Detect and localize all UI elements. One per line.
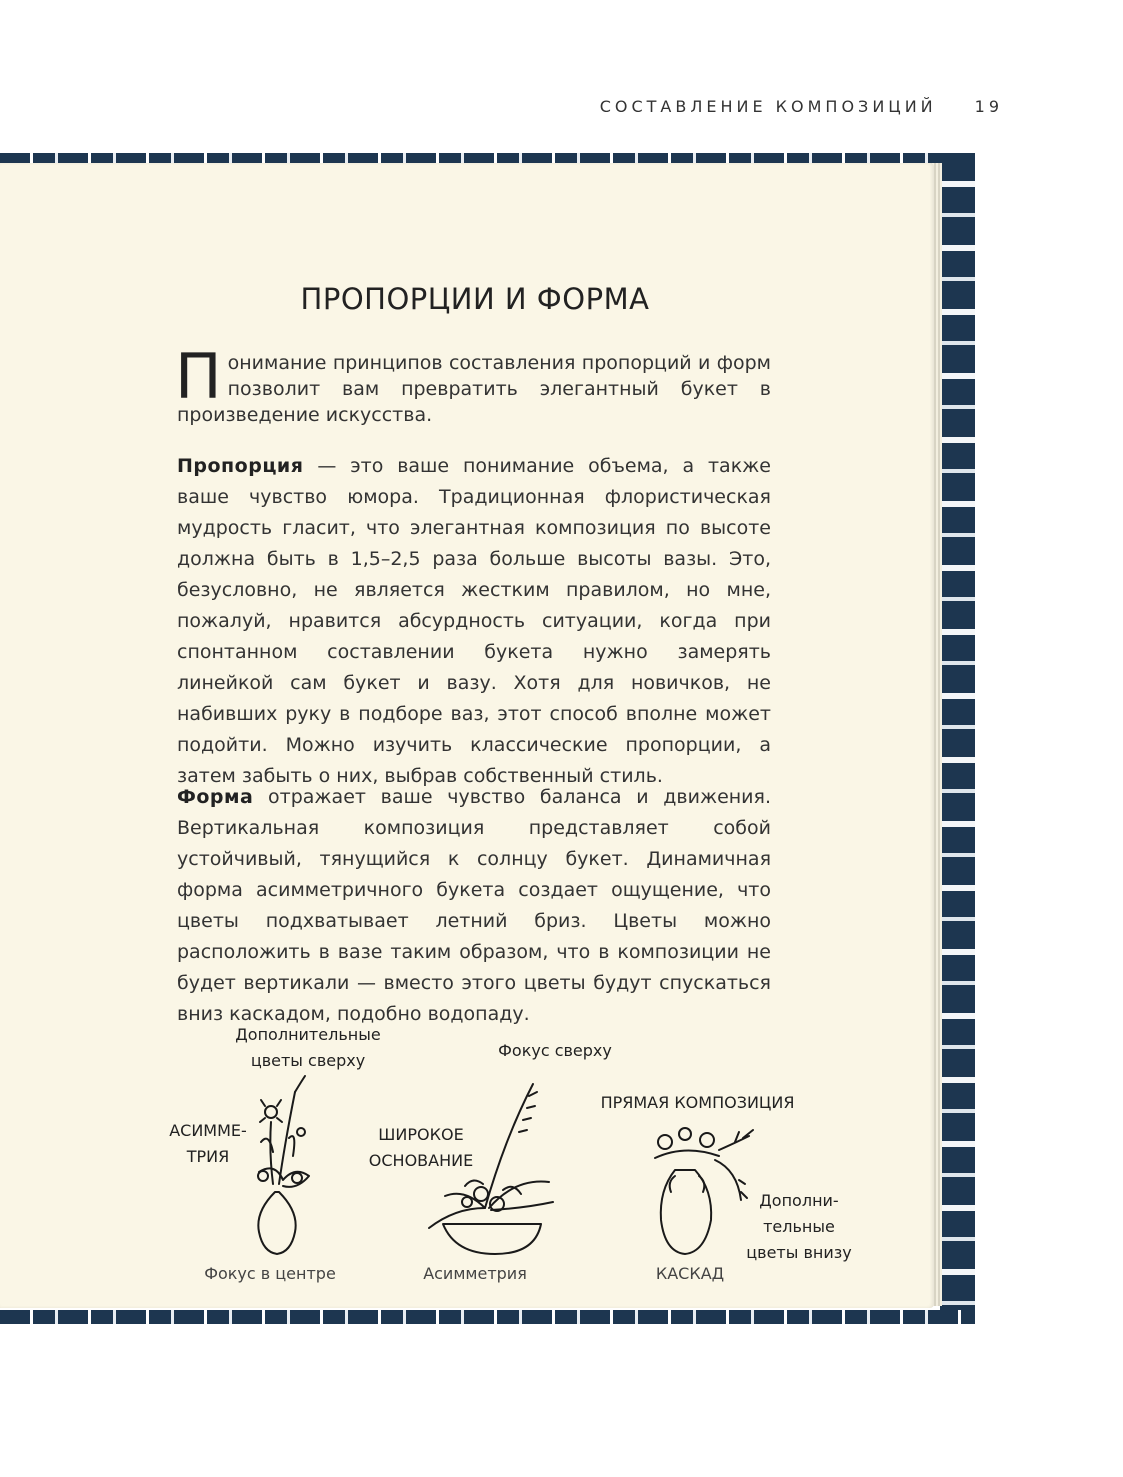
form-text: отражает ваше чувство баланса и движения. Вертикальная композиция представляет собой устойчивый, тянущийся к солнцу букет. Динамичная форма асимметричного букета создает ощущение, что цветы подхватывает летний бриз. Цветы можно расположить в вазе таким образом, что в композиции не будет вертикали — вместо этого цветы будут спускаться вниз каскадом, подобно водопаду.: [177, 786, 771, 1025]
diagram3-top-label: ПРЯМАЯ КОМПОЗИЦИЯ: [600, 1093, 795, 1112]
form-paragraph: [177, 782, 771, 1030]
diagram2-caption: Асимметрия: [423, 1264, 527, 1283]
proportion-text: — это ваше понимание объема, а также ваше чувство юмора. Традиционная флористическая мудрость гласит, что элегантная композиция по высоте должна быть в 1,5–2,5 раза больше высоты вазы. Это, безусловно, не является жестким правилом, но мне, пожалуй, нравится абсурдность ситуации, когда при спонтанном составлении букета нужно замерять линейкой сам букет и вазу. Хотя для новичков, не набивших руку в подборе ваз, этот способ вполне может подойти. Можно изучить классические пропорции, а затем забыть о них, выбрав собственный стиль.: [177, 455, 771, 787]
intro-text: онимание принципов составления пропорций и форм позволит вам превратить элегантный букет в произведение искусства.: [177, 352, 771, 426]
asymmetry-vase-sketch: [235, 1072, 320, 1257]
proportion-paragraph: [177, 451, 771, 792]
diagram1-caption: Фокус в центре: [204, 1264, 336, 1283]
proportion-term: Пропорция: [177, 455, 304, 477]
diagram2-side-label: ШИРОКОЕ ОСНОВАНИЕ: [368, 1125, 474, 1170]
diagram2-top-label: Фокус сверху: [498, 1041, 612, 1060]
running-head: [0, 97, 1003, 116]
diagram1-top-label: Дополнительные цветы сверху: [235, 1025, 381, 1070]
book-cover-bottom-edge: [0, 1310, 975, 1324]
diagram3-caption: КАСКАД: [655, 1264, 725, 1283]
dropcap: П: [175, 340, 222, 413]
book-cover-side-edge: [940, 153, 975, 1324]
wide-base-sketch: [425, 1078, 560, 1258]
running-head-section: СОСТАВЛЕНИЕ КОМПОЗИЦИЙ: [599, 97, 937, 116]
cascade-vase-sketch: [645, 1120, 760, 1260]
diagram1-side-label: АСИММЕ- ТРИЯ: [169, 1121, 247, 1166]
form-term: Форма: [177, 786, 254, 808]
intro-paragraph: [175, 340, 771, 428]
diagram3-side-label: Дополни- тельные цветы внизу: [746, 1191, 852, 1262]
page-number: 19: [974, 97, 1003, 116]
page-title: ПРОПОРЦИИ И ФОРМА: [300, 282, 650, 316]
